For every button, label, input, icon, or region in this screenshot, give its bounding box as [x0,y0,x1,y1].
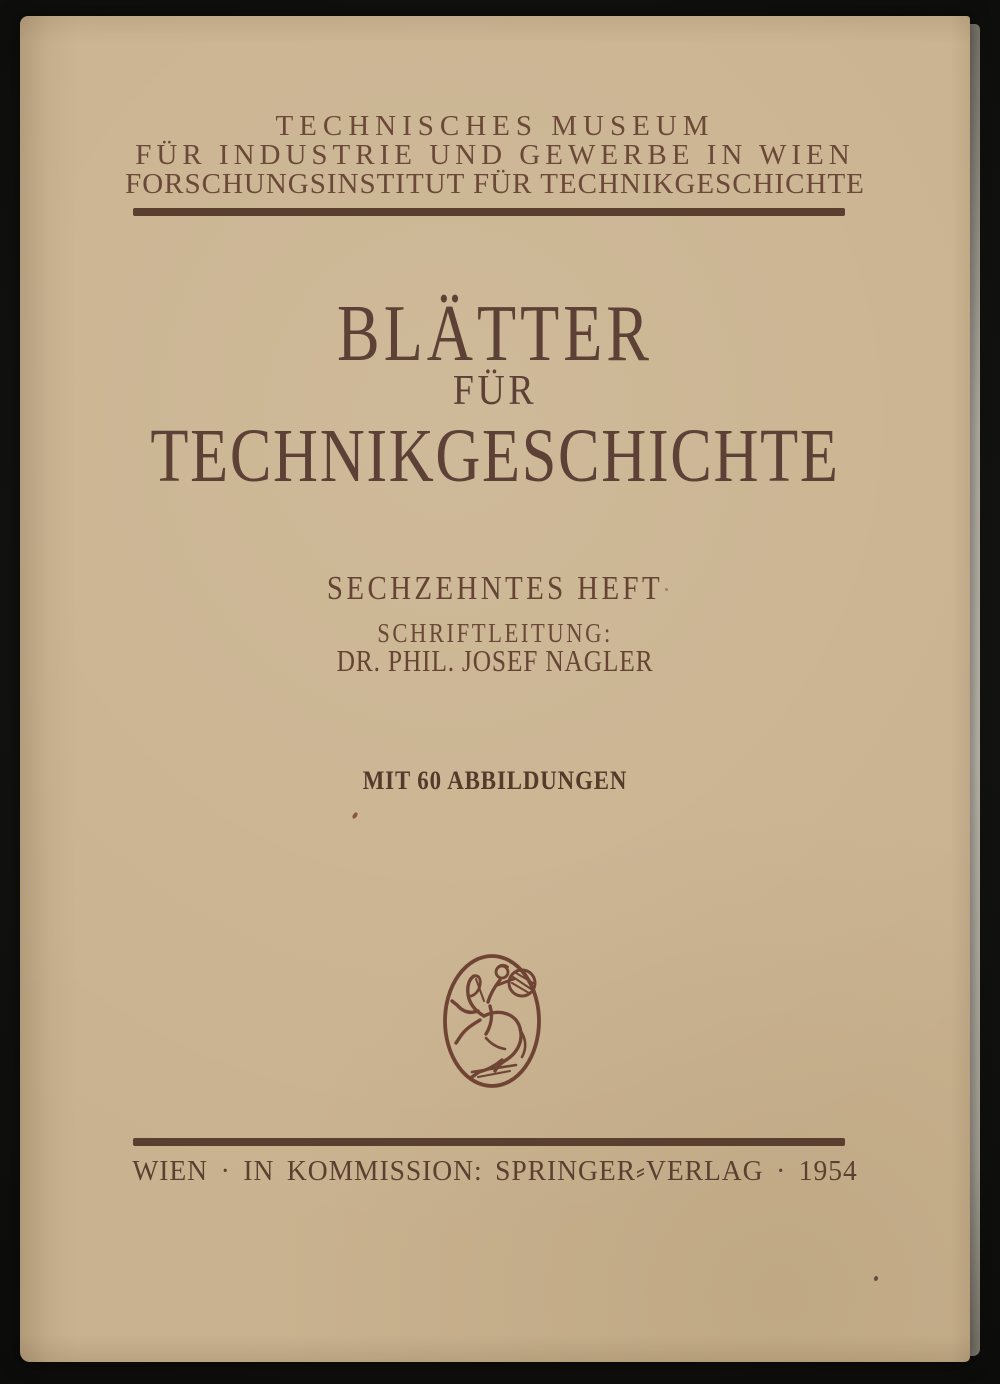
paper-speck [351,811,358,819]
institution-line-3: FORSCHUNGSINSTITUT FÜR TECHNIKGESCHICHTE [125,168,865,200]
footer-rule [133,1138,845,1146]
imprint-line: WIEN · IN KOMMISSION: SPRINGER⸗VERLAG · 1954 [132,1155,858,1187]
issue-number: SECHZEHNTES HEFT [326,570,664,607]
springer-rider-logo [438,948,546,1096]
main-title-line-1: BLÄTTER [337,290,653,378]
paper-speck [873,1276,878,1282]
header-rule [133,208,845,216]
rider-on-horse-icon [438,948,546,1096]
editor-label: SCHRIFTLEITUNG: [377,618,613,648]
institution-line-1: TECHNISCHES MUSEUM [275,110,715,142]
book-front-cover [20,16,970,1362]
paper-speck [665,588,668,591]
editor-name: DR. PHIL. JOSEF NAGLER [336,643,654,678]
main-title-line-2: FÜR [452,368,538,414]
institution-line-2: FÜR INDUSTRIE UND GEWERBE IN WIEN [135,139,855,171]
main-title-line-3: TECHNIKGESCHICHTE [150,414,840,498]
illustrations-note: MIT 60 ABBILDUNGEN [362,766,628,795]
